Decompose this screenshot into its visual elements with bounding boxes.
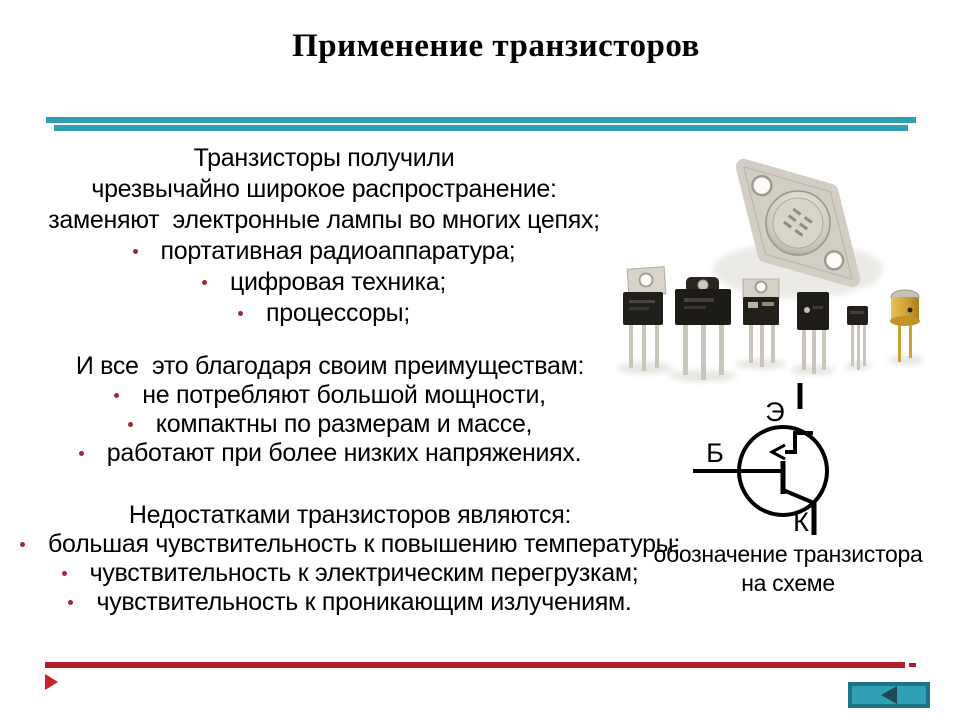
list-item xyxy=(0,530,700,559)
bullet-dot-icon xyxy=(79,451,84,456)
schematic-caption-line1: обозначение транзистора xyxy=(653,541,923,567)
divider-bottom-dash xyxy=(909,663,916,667)
text-line xyxy=(0,501,700,530)
bullet-dot-icon xyxy=(68,600,73,605)
text-line-label: заменяют электронные лампы во многих цепях; xyxy=(48,206,600,234)
transistor-to18-gold xyxy=(890,290,920,362)
list-item xyxy=(0,298,648,329)
text-line xyxy=(0,205,648,236)
text-block-intro xyxy=(0,143,648,329)
divider-top-line-1 xyxy=(46,117,916,123)
text-block-advantages xyxy=(0,352,660,468)
collector-label: К xyxy=(793,507,809,537)
text-line xyxy=(0,352,660,381)
slide-marker-triangle-icon xyxy=(45,674,58,690)
transistors-photo xyxy=(610,150,940,385)
collector-line xyxy=(783,490,814,503)
text-line-label: чрезвычайно широкое распространение: xyxy=(91,175,557,203)
divider-bottom-line xyxy=(45,662,905,668)
base-label: Б xyxy=(706,438,724,468)
bullet-dot-icon xyxy=(114,393,119,398)
list-item xyxy=(0,559,700,588)
text-line xyxy=(0,174,648,205)
text-line-label: И все это благодаря своим преимуществам: xyxy=(75,352,585,380)
arrow-left-icon xyxy=(881,686,897,704)
emitter-label: Э xyxy=(765,397,785,427)
bullet-dot-icon xyxy=(62,571,67,576)
list-item-label: компактны по размерам и массе, xyxy=(155,410,533,438)
schematic-caption-line2: на схеме xyxy=(741,570,835,596)
list-item-label: работают при более низких напряжениях. xyxy=(106,439,582,467)
transistor-to126 xyxy=(797,292,829,374)
list-item-label: чувствительность к проникающим излучениям. xyxy=(96,588,632,616)
list-item-label: не потребляют большой мощности, xyxy=(142,381,546,409)
page-title: Применение транзисторов xyxy=(292,28,700,64)
transistor-to247 xyxy=(675,277,731,380)
back-button[interactable] xyxy=(848,682,930,708)
list-item xyxy=(0,588,700,617)
bullet-dot-icon xyxy=(133,249,138,254)
list-item-label: большая чувствительность к повышению температуры; xyxy=(48,530,680,558)
list-item-label: процессоры; xyxy=(266,299,410,327)
text-line-label: Транзисторы получили xyxy=(193,144,455,172)
list-item xyxy=(0,381,660,410)
text-line xyxy=(0,143,648,174)
transistor-schematic xyxy=(680,378,845,543)
bullet-dot-icon xyxy=(202,280,207,285)
bullet-dot-icon xyxy=(128,422,133,427)
list-item xyxy=(0,410,660,439)
list-item-label: портативная радиоаппаратура; xyxy=(160,237,516,265)
list-item xyxy=(0,439,660,468)
emitter-arrow-icon xyxy=(772,445,785,459)
transistor-to220-1 xyxy=(623,267,666,371)
transistor-to220-2 xyxy=(743,279,779,367)
divider-top-line-2 xyxy=(54,125,908,131)
list-item xyxy=(0,267,648,298)
bullet-dot-icon xyxy=(20,542,25,547)
text-block-disadvantages xyxy=(0,501,700,617)
schematic-caption xyxy=(638,540,938,598)
list-item xyxy=(0,236,648,267)
list-item-label: чувствительность к электрическим перегрузкам; xyxy=(89,559,639,587)
transistor-to92 xyxy=(847,306,868,370)
bullet-dot-icon xyxy=(238,311,243,316)
list-item-label: цифровая техника; xyxy=(229,268,447,296)
text-line-label: Недостатками транзисторов являются: xyxy=(128,501,572,529)
